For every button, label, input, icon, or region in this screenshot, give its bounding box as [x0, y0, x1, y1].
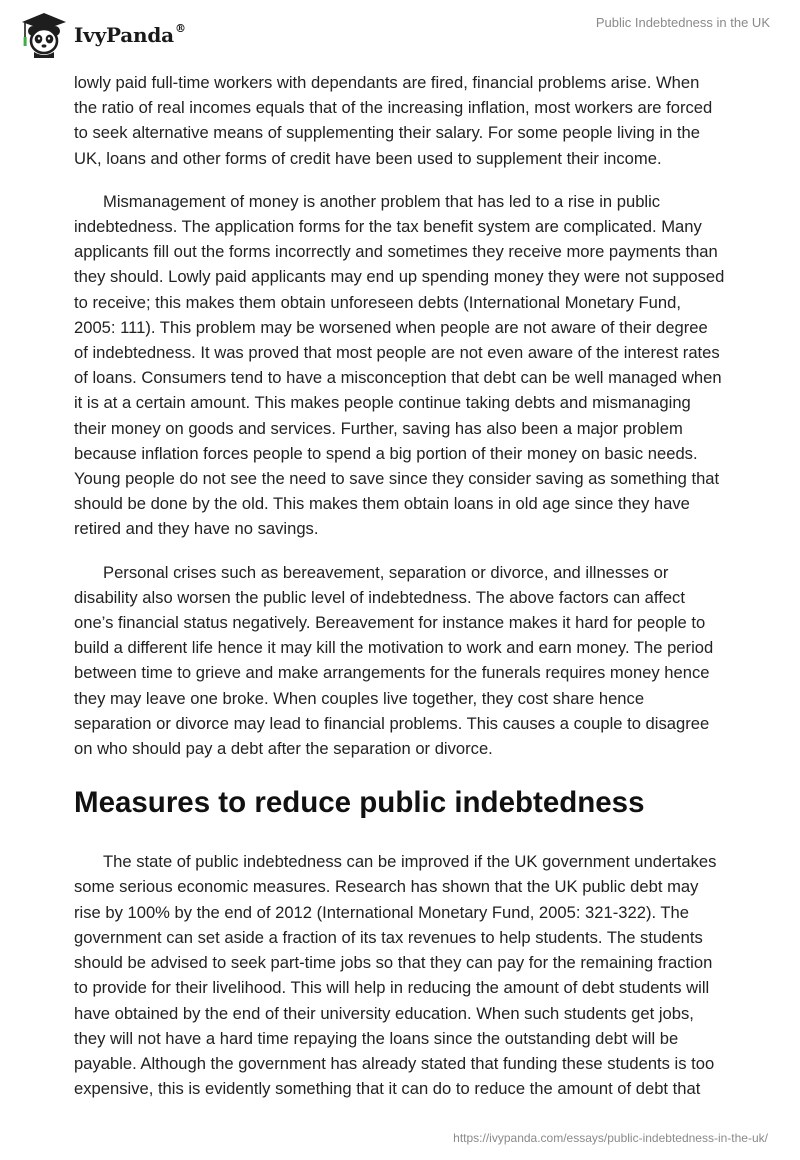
section-heading-measures: Measures to reduce public indebtedness [74, 786, 645, 820]
brand-logo[interactable] [14, 8, 186, 60]
page-header [0, 0, 800, 64]
brand-name-text: IvyPanda [74, 23, 174, 47]
brand-name [74, 23, 186, 47]
paragraph-personal-crises: Personal crises such as bereavement, separation or divorce, and illnesses or disability also worsen the public level of indebtedness. The above factors can affect one’s financial status negatively. Bereavement for instance makes it hard for people to build a different life hence it may kill the motivation to work and earn money. The period between time to grieve and make arrangements for the funerals requires money hence they may leave one broke. When couples live together, they cost share hence separation or divorce may lead to financial problems. This causes a couple to disagree on who should pay a debt after the separation or divorce. [74, 562, 714, 759]
panda-graduate-icon [14, 8, 68, 60]
source-url[interactable]: https://ivypanda.com/essays/public-indebtedness-in-the-uk/ [453, 1131, 768, 1145]
paragraph-income: lowly paid full-time workers with dependants are fired, financial problems arise. When the ratio of real incomes equals that of the increasing inflation, most workers are forced to seek alternative means of supplementing their salary. For some people living in the UK, loans and other forms of credit have been used to supplement their income. [74, 73, 713, 168]
document-title: Public Indebtedness in the UK [595, 15, 770, 30]
essay-body [74, 70, 726, 1119]
paragraph-mismanagement: Mismanagement of money is another problem that has led to a rise in public indebtedness. The application forms for the tax benefit system are complicated. Many applicants fill out the forms incorrectly and sometimes they receive more payments than they should. Lowly paid applicants may end up spending money they were not supposed to receive; this makes them obtain unforeseen debts (International Monetary Fund, 2005: 111). This problem may be worsened when people are not aware of their degree of indebtedness. It was proved that most people are not even aware of the interest rates of loans. Consumers tend to have a misconception that debt can be well managed when it is at a certain amount. This makes people continue taking debts and mismanaging their money on goods and services. Further, saving has also been a major problem because inflation forces people to spend a big portion of their money on basic needs. Young people do not see the need to save since they consider saving as something that should be done by the old. This makes them obtain loans in old age since they have retired and they have no savings. [74, 191, 725, 539]
registered-mark: ® [174, 22, 186, 36]
paragraph-measures: The state of public indebtedness can be improved if the UK government undertakes some serious economic measures. Research has shown that the UK public debt may rise by 100% by the end of 2012 (International Monetary Fund, 2005: 321-322). The government can set aside a fraction of its tax revenues to help students. The students should be advised to seek part-time jobs so that they can pay for the remaining fraction to provide for their livelihood. This will help in reducing the amount of debt students will have obtained by the end of their university education. When such students get jobs, they will not have a hard time repaying the loans since the outstanding debt will be payable. Although the government has already stated that funding these students is too expensive, this is evidently something that it can do to reduce the amount of debt that [74, 852, 717, 1099]
